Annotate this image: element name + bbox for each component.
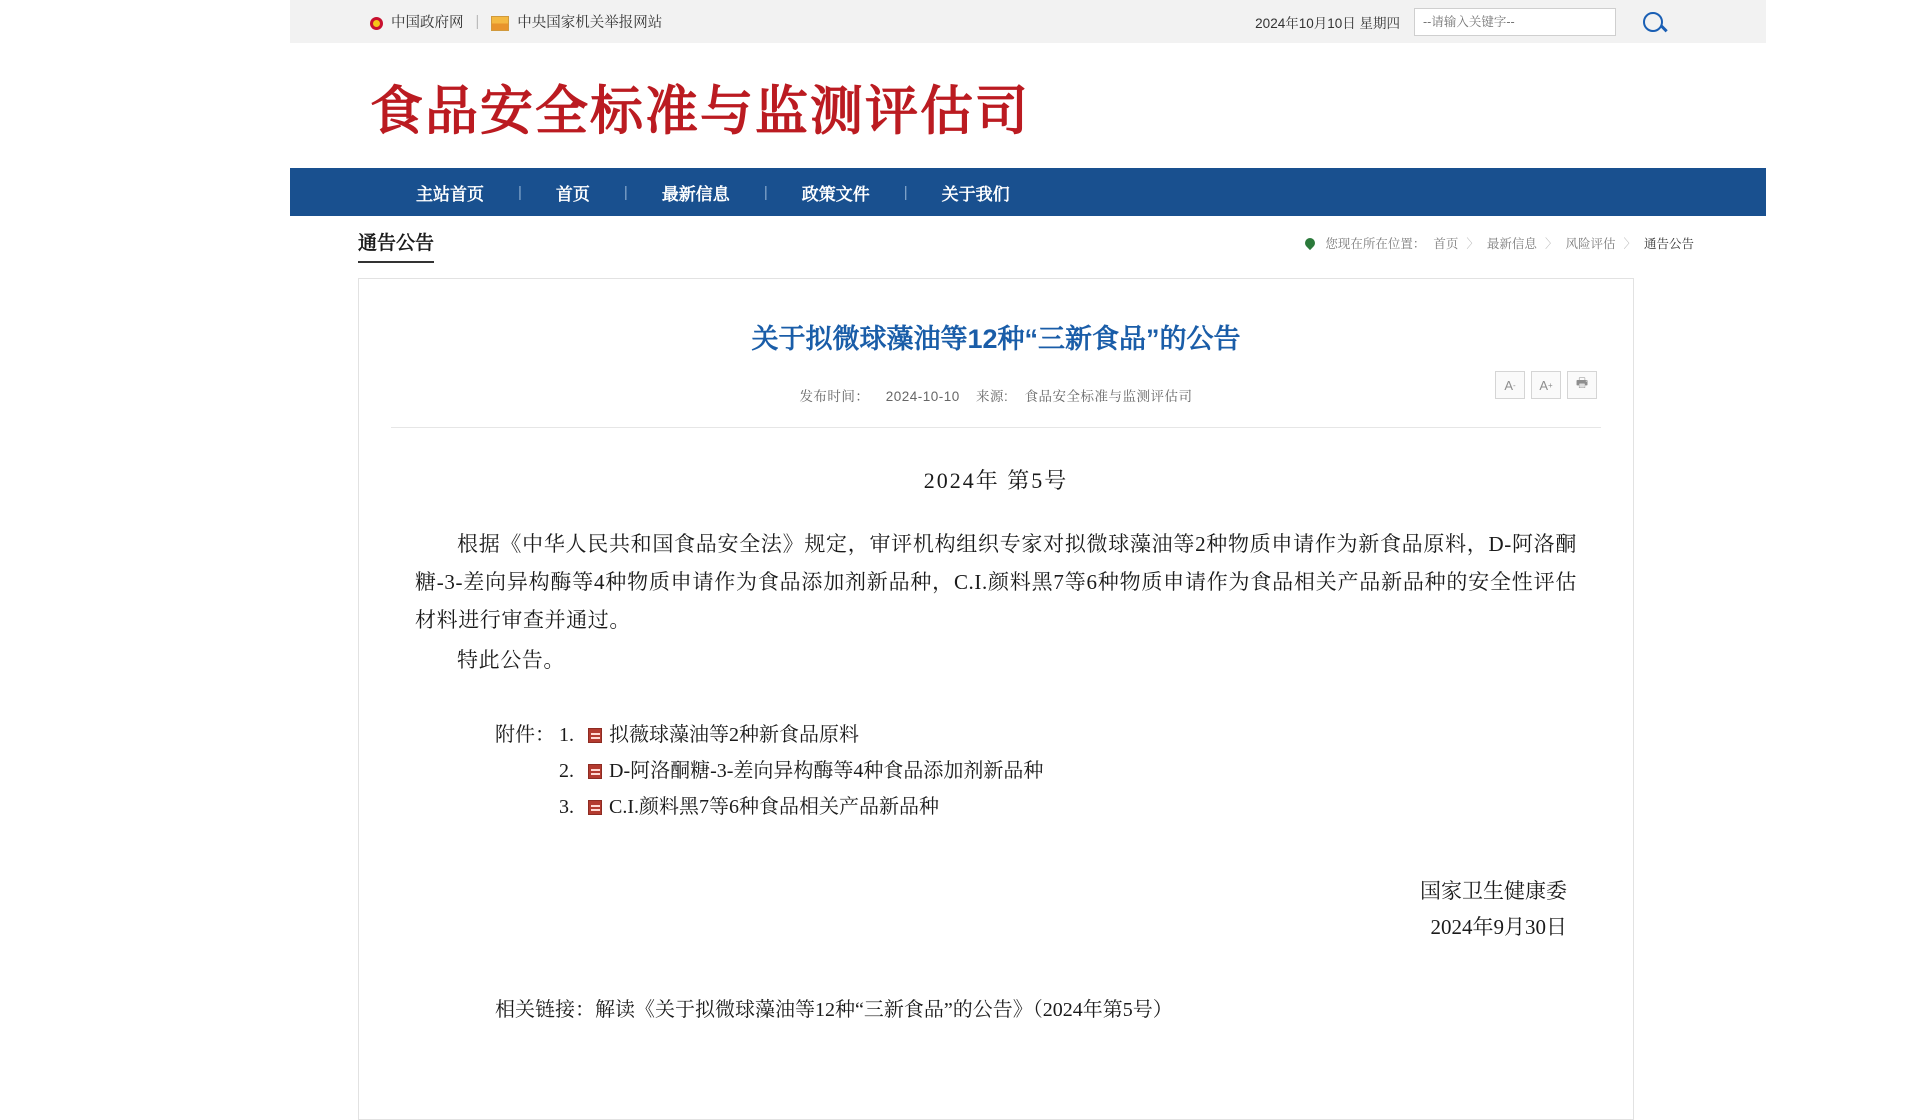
font-smaller-label: A — [1504, 377, 1513, 393]
source-value: 食品安全标准与监测评估司 — [1024, 388, 1193, 404]
breadcrumb — [1305, 234, 1694, 252]
nav-separator: | — [623, 183, 628, 201]
article-card — [358, 278, 1634, 1120]
print-button[interactable] — [1567, 371, 1597, 399]
breadcrumb-item-latest-info[interactable]: 最新信息 — [1486, 237, 1537, 251]
signer-date: 2024年9月30日 — [1430, 914, 1567, 939]
article-tools — [1495, 371, 1597, 399]
breadcrumb-arrow: 〉 — [1623, 237, 1636, 251]
gov-portal-link[interactable]: 中国政府网 — [391, 15, 464, 31]
pdf-icon — [588, 800, 602, 815]
source-label: 来源: — [976, 388, 1009, 404]
related-label: 相关链接： — [495, 998, 595, 1021]
nav-separator: | — [903, 183, 908, 201]
site-frame — [290, 0, 1766, 1120]
publish-time-label: 发布时间： — [799, 388, 870, 404]
article-meta — [359, 385, 1633, 405]
attachment-link[interactable]: D-阿洛酮糖-3-差向异构酶等4种食品添加剂新品种 — [609, 759, 1044, 782]
attachments-label: 附件： — [495, 723, 555, 746]
article-paragraph-1: 根据《中华人民共和国食品安全法》规定，审评机构组织专家对拟微球藻油等2种物质申请作为新食品原料，D-阿洛酮糖-3-差向异构酶等4种物质申请作为食品添加剂新品种，C.I.颜料黑7等6种物质申请作为食品相关产品新品种的安全性评估材料进行审查并通过。 — [415, 531, 1577, 632]
pdf-icon — [588, 728, 602, 743]
current-date: 2024年10月10日 星期四 — [1255, 15, 1400, 31]
search-icon — [1643, 12, 1663, 32]
signer-name: 国家卫生健康委 — [1420, 878, 1567, 903]
gov-portal-icon — [370, 17, 383, 30]
list-item[interactable] — [559, 755, 1043, 787]
top-bar-links — [370, 0, 662, 43]
search-box[interactable] — [1414, 8, 1616, 36]
breadcrumb-row — [290, 216, 1766, 266]
breadcrumb-prefix: 您现在所在位置： — [1325, 237, 1426, 251]
main-nav — [290, 168, 1766, 216]
attachments-block — [415, 719, 1577, 827]
font-larger-button[interactable]: A + — [1531, 371, 1561, 399]
topbar-divider: | — [475, 13, 480, 30]
attachment-number: 1. — [559, 723, 574, 746]
attachment-number: 2. — [559, 759, 574, 782]
breadcrumb-arrow: 〉 — [1466, 237, 1479, 251]
attachments-list — [555, 719, 1043, 827]
page-title: 通告公告 — [358, 228, 434, 263]
publish-time-value: 2024-10-10 — [885, 388, 960, 404]
nav-separator: | — [518, 183, 522, 201]
issue-number: 2024年 第5号 — [923, 467, 1069, 493]
site-title: 食品安全标准与监测评估司 — [370, 82, 1030, 141]
pdf-icon — [588, 764, 602, 779]
top-bar-utility — [1255, 0, 1676, 43]
report-site-link[interactable]: 中央国家机关举报网站 — [517, 15, 663, 31]
related-link[interactable]: 解读《关于拟微球藻油等12种“三新食品”的公告》（2024年第5号） — [595, 998, 1173, 1021]
search-input[interactable] — [1415, 9, 1615, 35]
nav-item-policy-docs[interactable]: 政策文件 — [801, 184, 870, 204]
breadcrumb-item-current: 通告公告 — [1643, 237, 1694, 251]
report-site-icon — [491, 16, 509, 31]
article-paragraph-2: 特此公告。 — [457, 647, 565, 672]
article-title: 关于拟微球藻油等12种“三新食品”的公告 — [751, 324, 1241, 354]
masthead — [290, 43, 1766, 173]
signature-block — [415, 873, 1577, 945]
nav-separator: | — [763, 183, 768, 201]
list-item[interactable] — [559, 719, 1043, 751]
attachment-link[interactable]: 拟薇球藻油等2种新食品原料 — [609, 723, 859, 746]
printer-icon: 🖶 — [1575, 375, 1589, 390]
breadcrumb-arrow: 〉 — [1544, 237, 1558, 251]
nav-item-main-home[interactable]: 主站首页 — [416, 184, 484, 204]
font-smaller-button[interactable]: A - — [1495, 371, 1525, 399]
breadcrumb-item-home[interactable]: 首页 — [1433, 237, 1459, 251]
font-larger-label: A — [1539, 377, 1548, 393]
nav-item-latest-info[interactable]: 最新信息 — [661, 184, 730, 204]
nav-item-home[interactable]: 首页 — [555, 184, 590, 204]
article-body — [415, 464, 1577, 1022]
divider — [391, 427, 1601, 428]
nav-item-about-us[interactable]: 关于我们 — [941, 184, 1010, 204]
list-item[interactable] — [559, 791, 1043, 823]
attachment-link[interactable]: C.I.颜料黑7等6种食品相关产品新品种 — [609, 795, 939, 818]
search-button[interactable] — [1630, 8, 1676, 36]
location-pin-icon — [1303, 236, 1317, 250]
breadcrumb-item-risk-assessment[interactable]: 风险评估 — [1565, 237, 1616, 251]
top-bar — [290, 0, 1766, 44]
related-link-row — [415, 993, 1577, 1022]
attachment-number: 3. — [559, 795, 574, 818]
